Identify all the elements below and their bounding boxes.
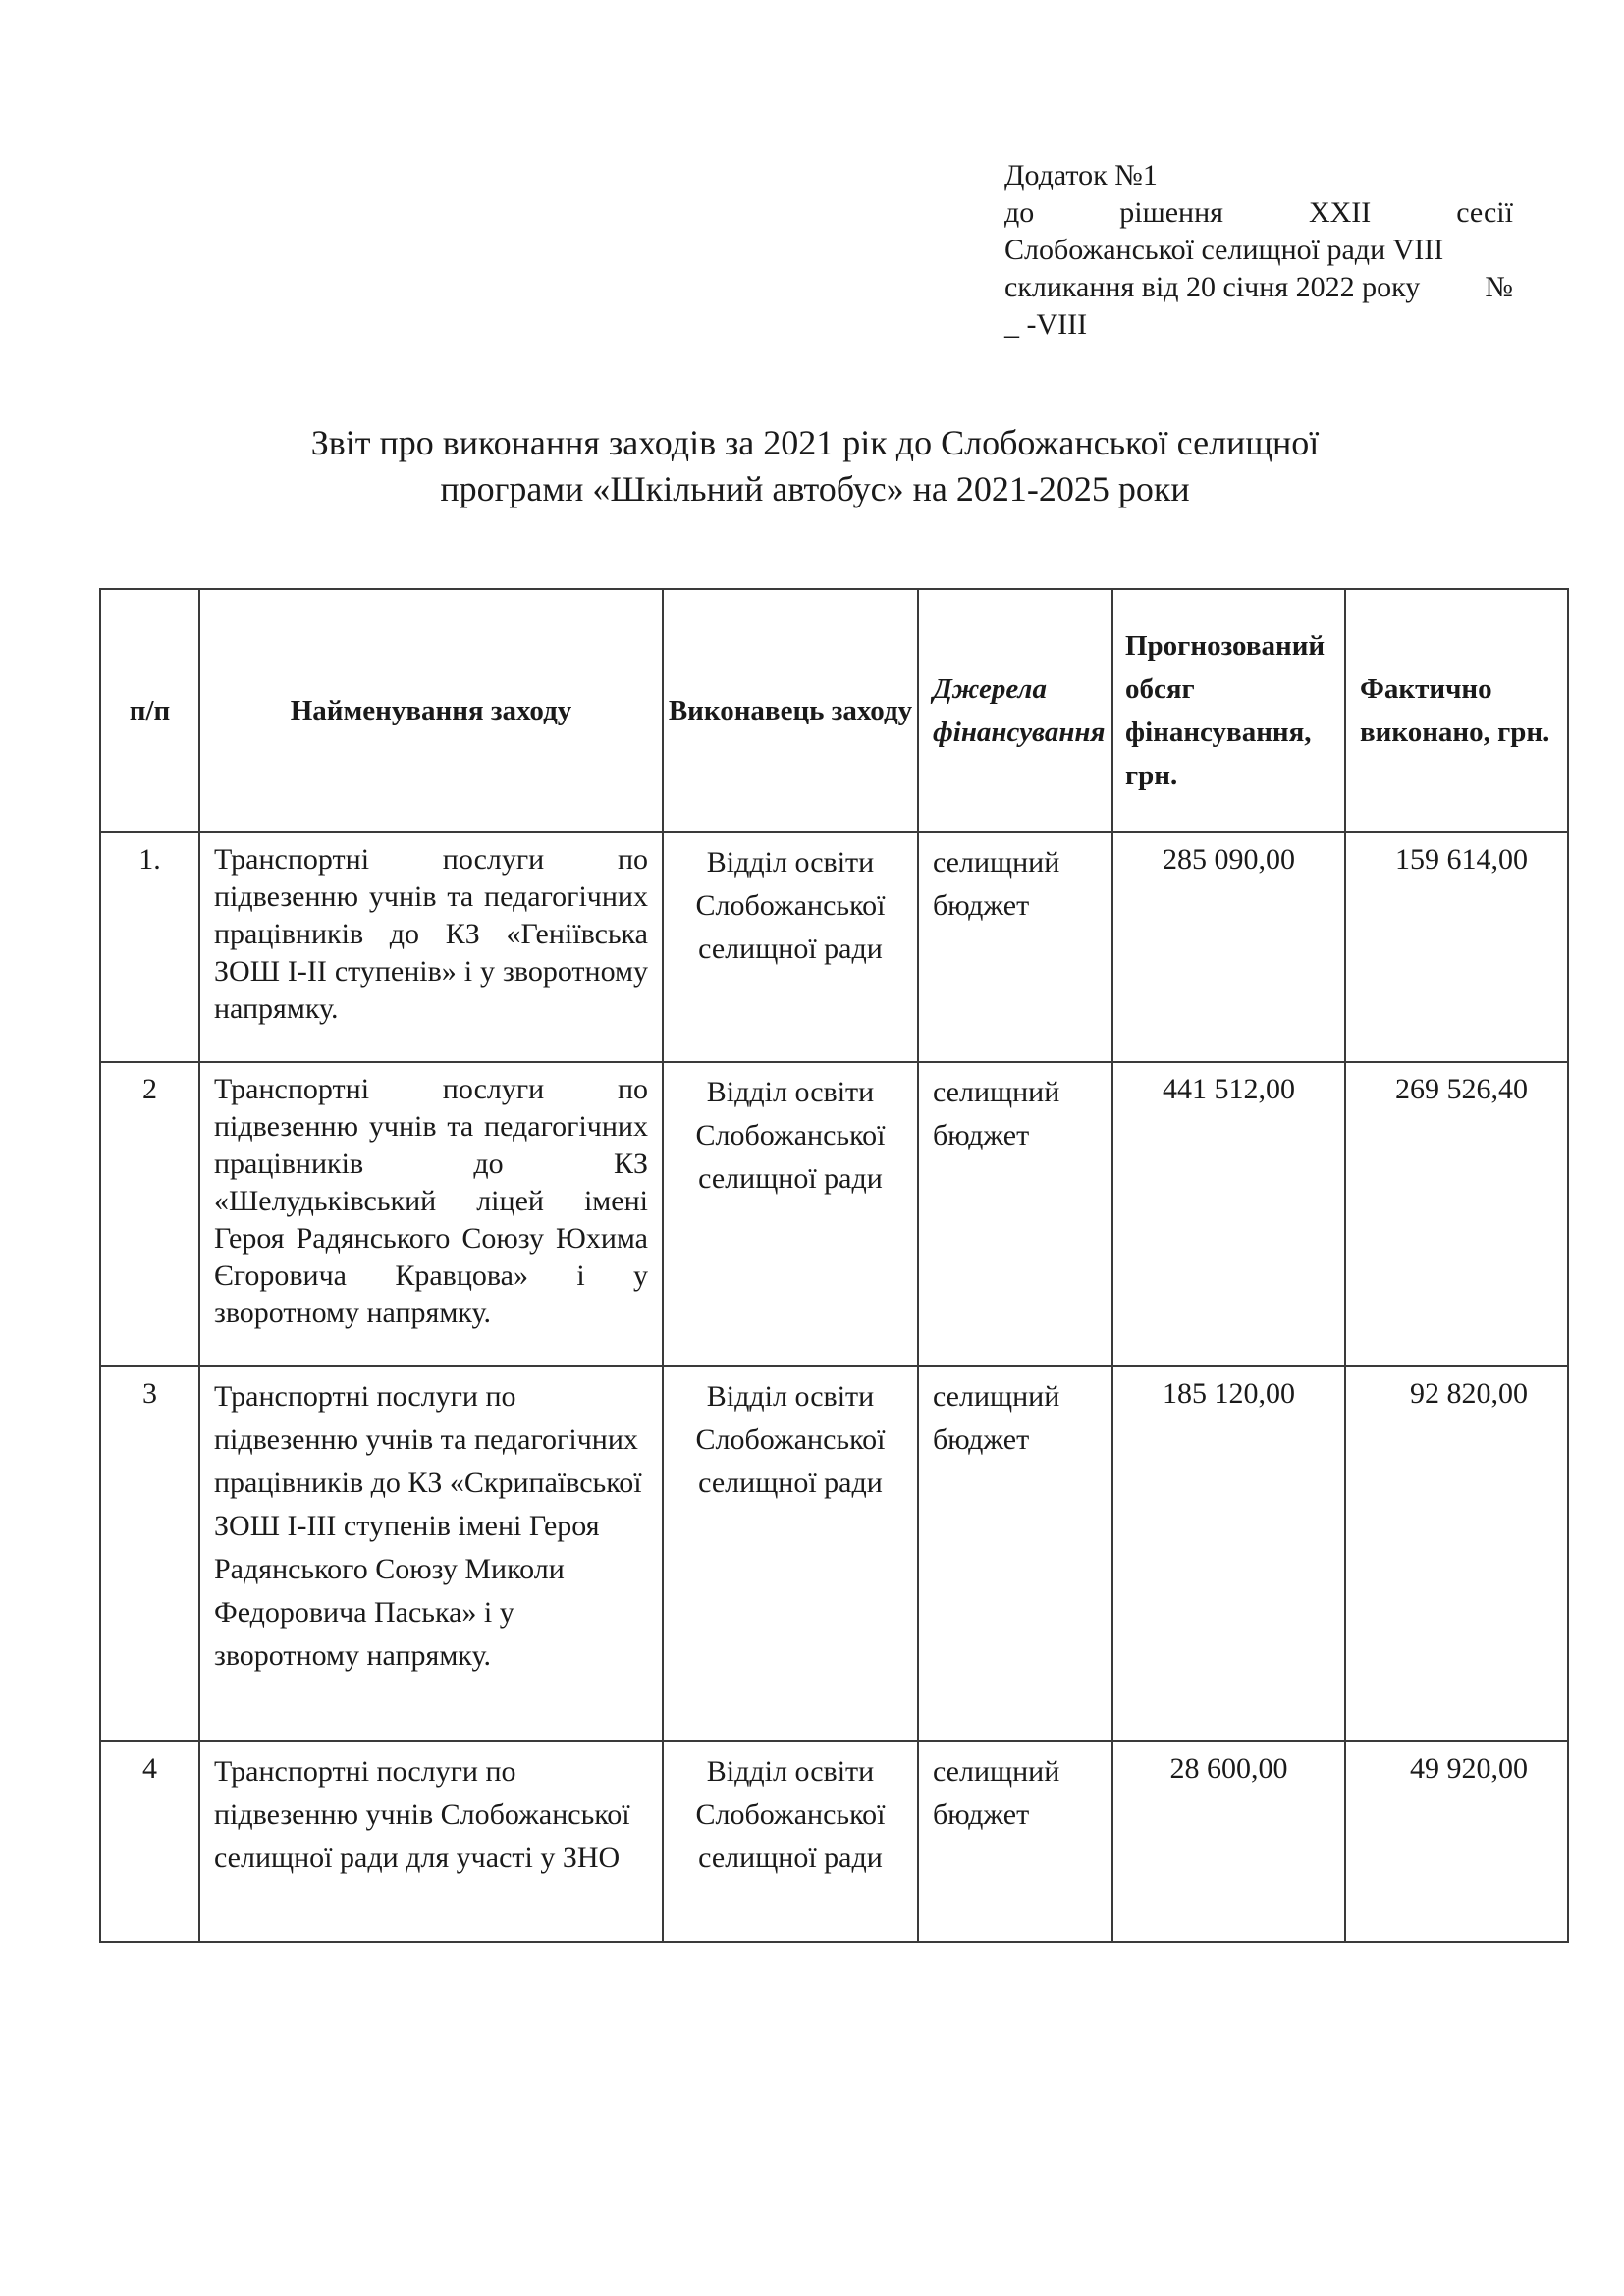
row-planned: 185 120,00	[1112, 1366, 1345, 1741]
row-num: 1.	[100, 832, 199, 1062]
table-header-row	[100, 589, 1568, 832]
row-name: Транспортні послуги по підвезенню учнів Слобожанської селищної ради для участі у ЗНО	[199, 1741, 663, 1942]
title-line-2: програми «Шкільний автобус» на 2021-2025 роки	[440, 469, 1190, 508]
table-row	[100, 1366, 1568, 1741]
row-source: селищний бюджет	[918, 832, 1112, 1062]
row-actual: 269 526,40	[1345, 1062, 1568, 1366]
annex-block	[1004, 157, 1513, 344]
table-row	[100, 832, 1568, 1062]
annex-word: XXII	[1308, 196, 1372, 229]
header-source: Джерела фінансування	[918, 589, 1112, 832]
row-executor: Відділ освіти Слобожанської селищної ради	[663, 1366, 918, 1741]
annex-line-5: _ -VIII	[1004, 308, 1088, 341]
report-table	[99, 588, 1569, 1943]
annex-word: сесії	[1456, 196, 1513, 229]
annex-line-4	[1004, 269, 1513, 306]
annex-line-3: Слобожанської селищної ради VIII	[1004, 234, 1444, 266]
annex-line-1: Додаток №1	[1004, 159, 1158, 191]
annex-word: до	[1004, 196, 1035, 229]
header-planned: Прогнозований обсяг фінансування, грн.	[1112, 589, 1345, 832]
row-executor: Відділ освіти Слобожанської селищної ради	[663, 832, 918, 1062]
header-num: п/п	[100, 589, 199, 832]
row-name: Транспортні послуги по підвезенню учнів та педагогічних працівників до КЗ «Скрипаївської ЗОШ І-ІІІ ступенів імені Героя Радянського Союзу Миколи Федоровича Паська» і у зворотному напрямку.	[199, 1366, 663, 1741]
annex-word: рішення	[1119, 196, 1223, 229]
row-planned: 28 600,00	[1112, 1741, 1345, 1942]
row-actual: 159 614,00	[1345, 832, 1568, 1062]
header-actual: Фактично виконано, грн.	[1345, 589, 1568, 832]
row-source: селищний бюджет	[918, 1366, 1112, 1741]
row-executor: Відділ освіти Слобожанської селищної ради	[663, 1062, 918, 1366]
table-row	[100, 1741, 1568, 1942]
header-name: Найменування заходу	[199, 589, 663, 832]
row-num: 2	[100, 1062, 199, 1366]
row-num: 3	[100, 1366, 199, 1741]
document-title	[177, 420, 1453, 512]
row-source: селищний бюджет	[918, 1062, 1112, 1366]
header-executor: Виконавець заходу	[663, 589, 918, 832]
table-row	[100, 1062, 1568, 1366]
annex-number-sign: №	[1485, 271, 1513, 303]
row-executor: Відділ освіти Слобожанської селищної ради	[663, 1741, 918, 1942]
annex-date-text: скликання від 20 січня 2022 року	[1004, 271, 1421, 303]
title-line-1: Звіт про виконання заходів за 2021 рік до Слобожанської селищної	[310, 423, 1320, 462]
row-num: 4	[100, 1741, 199, 1942]
row-planned: 441 512,00	[1112, 1062, 1345, 1366]
row-planned: 285 090,00	[1112, 832, 1345, 1062]
row-actual: 92 820,00	[1345, 1366, 1568, 1741]
row-source: селищний бюджет	[918, 1741, 1112, 1942]
row-name: Транспортні послуги по підвезенню учнів та педагогічних працівників до КЗ «Геніївська ЗОШ І-ІІ ступенів» і у зворотному напрямку.	[199, 832, 663, 1062]
row-name: Транспортні послуги по підвезенню учнів та педагогічних працівників до КЗ «Шелудьківський ліцей імені Героя Радянського Союзу Юхима Єгоровича Кравцова» і у зворотному напрямку.	[199, 1062, 663, 1366]
annex-line-2	[1004, 194, 1513, 232]
row-actual: 49 920,00	[1345, 1741, 1568, 1942]
